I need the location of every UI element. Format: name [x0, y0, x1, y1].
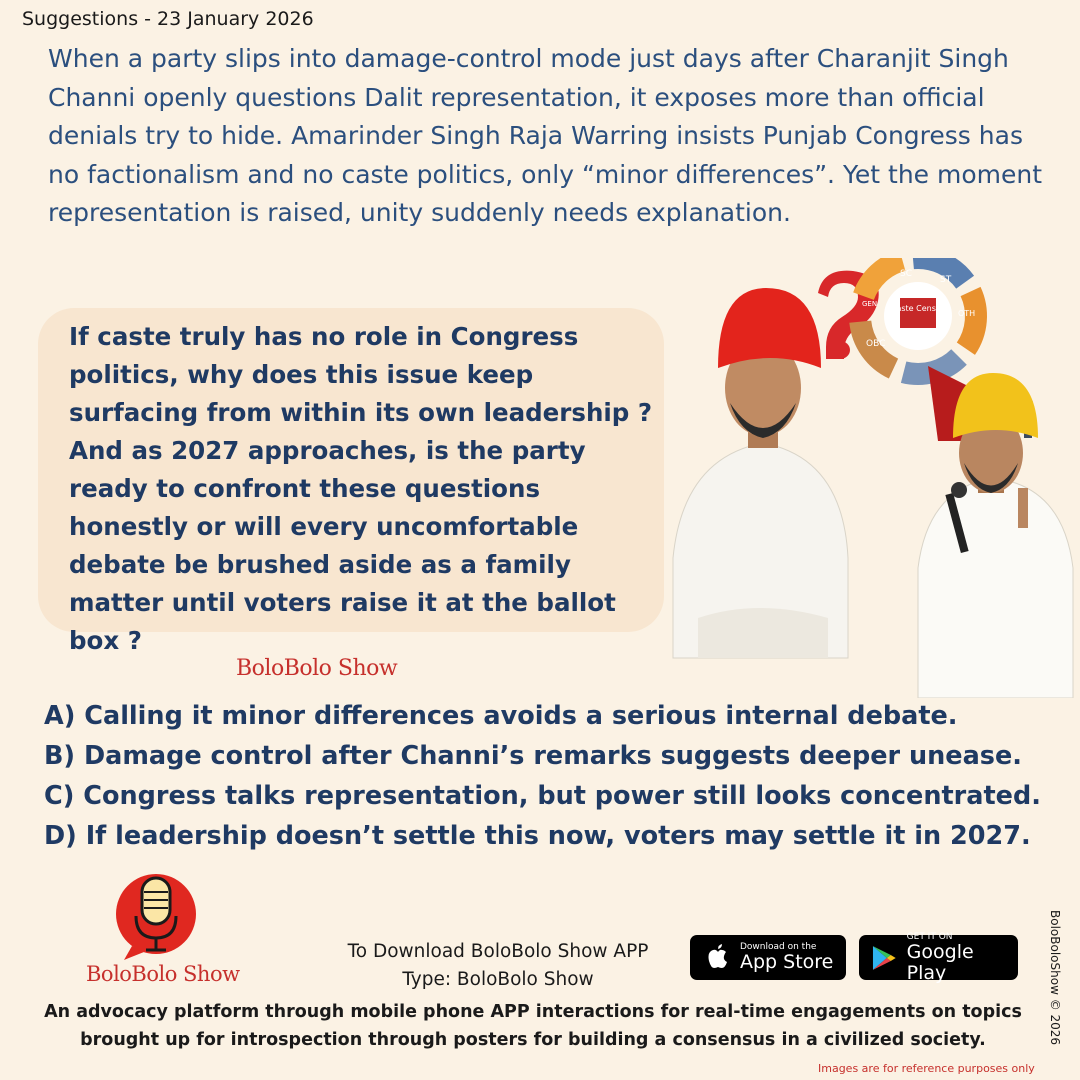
intro-paragraph: When a party slips into damage-control mode just days after Charanjit Singh Channi openly questions Dalit representation, it exposes more than official denials try to hide. Amarinder Singh Raja Warring insists Punjab Congress has no factionalism and no caste politics, only “minor differences”. Yet the moment representation is raised, unity suddenly needs explanation.	[48, 44, 1043, 227]
segment-obc: OBC	[866, 339, 886, 349]
brand-logo-text: BoloBolo Show	[86, 962, 240, 986]
illustration-group	[668, 258, 1080, 698]
wheel-center-label: Caste Census	[890, 304, 946, 313]
google-play-icon	[869, 943, 899, 973]
googleplay-large-label: Google Play	[906, 940, 974, 984]
date-line: Suggestions - 23 January 2026	[22, 8, 314, 30]
segment-oth: OTH	[958, 309, 976, 318]
question-text	[69, 318, 659, 660]
googleplay-small-label: GET IT ON	[906, 931, 953, 942]
appstore-small-label: Download on the	[740, 942, 817, 952]
option-c[interactable]: C) Congress talks representation, but power still looks concentrated.	[44, 781, 1041, 811]
options-list	[44, 696, 1064, 856]
footer-description	[18, 998, 1048, 1054]
footer-line-1: An advocacy platform through mobile phone APP interactions for real-time engagements on topics	[44, 1002, 1022, 1022]
download-instructions	[310, 938, 686, 994]
download-line-1: To Download BoloBolo Show APP	[347, 941, 649, 962]
leader-red-turban	[673, 288, 848, 658]
segment-sc: SC	[900, 269, 912, 279]
option-d[interactable]: D) If leadership doesn’t settle this now, voters may settle it in 2027.	[44, 821, 1031, 851]
apple-icon	[700, 941, 734, 975]
copyright-text: BoloBoloShow © 2026	[1048, 910, 1062, 1046]
download-line-2: Type: BoloBolo Show	[402, 969, 594, 990]
option-a[interactable]: A) Calling it minor differences avoids a serious internal debate.	[44, 701, 958, 731]
footer-line-2: brought up for introspection through posters for building a consensus in a civilized society.	[80, 1030, 986, 1050]
question-line-1: If caste truly has no role in Congress politics, why does this issue keep surfacing from within its own leadership ?	[69, 322, 653, 427]
question-line-2: And as 2027 approaches, is the party ready to confront these questions honestly or will every uncomfortable debate be brushed aside as a family matter until voters raise it at the ballot box ?	[69, 436, 616, 655]
segment-gen: GEN	[862, 300, 878, 308]
disclaimer-text: Images are for reference purposes only	[818, 1062, 1035, 1075]
segment-st: ST	[940, 275, 952, 285]
appstore-large-label: App Store	[740, 951, 834, 973]
brand-wordmark: BoloBolo Show	[236, 656, 398, 681]
google-play-badge[interactable]	[859, 931, 1018, 984]
app-store-badge[interactable]	[690, 935, 846, 980]
option-b[interactable]: B) Damage control after Channi’s remarks suggests deeper unease.	[44, 741, 1022, 771]
copyright-vertical	[1046, 910, 1066, 1060]
